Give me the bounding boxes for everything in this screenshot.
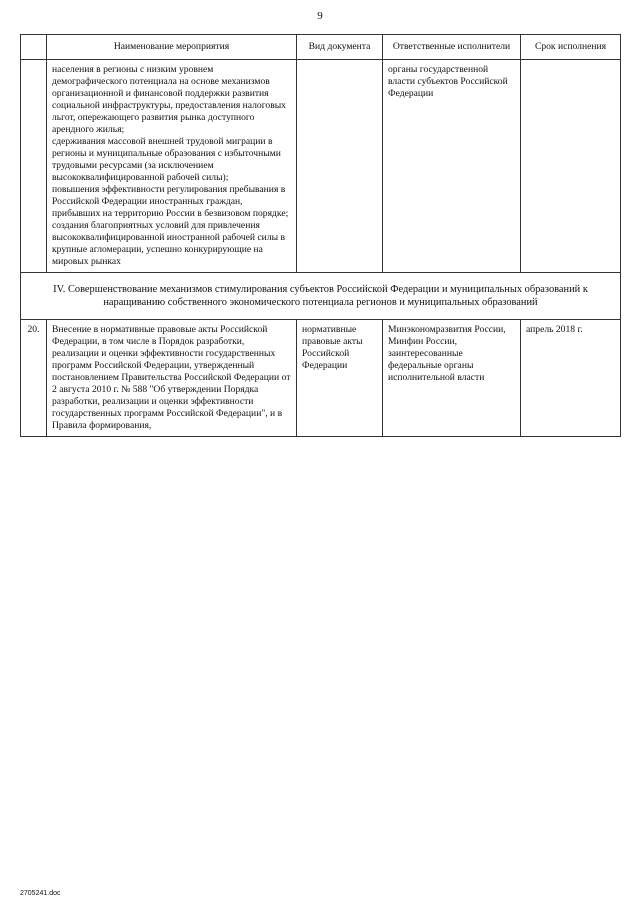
- cell-number: 20.: [21, 319, 47, 436]
- section-title: IV. Совершенствование механизмов стимулирования субъектов Российской Федерации и муниципальных образований к наращиванию собственного экономического потенциала регионов и муниципальных образований: [21, 272, 621, 319]
- cell-responsible: органы государственной власти субъектов Российской Федерации: [383, 59, 521, 272]
- table-row: [21, 319, 621, 436]
- header-name: Наименование мероприятия: [47, 35, 297, 60]
- table-row-continuation: [21, 59, 621, 272]
- file-stamp: 2705241.doc: [20, 890, 61, 897]
- header-number: [21, 35, 47, 60]
- cell-type: нормативные правовые акты Российской Федерации: [297, 319, 383, 436]
- cell-term: апрель 2018 г.: [521, 319, 621, 436]
- cell-type: [297, 59, 383, 272]
- cell-responsible: Минэкономразвития России, Минфин России, заинтересованные федеральные органы исполнительной власти: [383, 319, 521, 436]
- table-header-row: [21, 35, 621, 60]
- header-type: Вид документа: [297, 35, 383, 60]
- header-responsible: Ответственные исполнители: [383, 35, 521, 60]
- cell-term: [521, 59, 621, 272]
- section-heading-row: [21, 272, 621, 319]
- cell-name: Внесение в нормативные правовые акты Российской Федерации, в том числе в Порядок разработки, реализации и оценки эффективности государственных программ Российской Федерации, утвержденный постановлением Правительства Российской Федерации от 2 августа 2010 г. № 588 "Об утверждении Порядка разработки, реализации и оценки эффективности государственных программ Российской Федерации", и в Правила формирования,: [47, 319, 297, 436]
- header-term: Срок исполнения: [521, 35, 621, 60]
- cell-number: [21, 59, 47, 272]
- page-number: 9: [317, 10, 323, 22]
- measures-table: [20, 34, 621, 437]
- cell-name: населения в регионы с низким уровнем демографического потенциала на основе механизмов организационной и финансовой поддержки развития социальной инфраструктуры, предоставления налоговых льгот, опережающего развития рынка доступного арендного жилья; сдерживания массовой внешней трудовой миграции в регионы и муниципальные образования с избыточными трудовыми ресурсами (за исключением высококвалифицированной рабочей силы); повышения эффективности регулирования пребывания в Российской Федерации иностранных граждан, прибывших на территорию России в безвизовом порядке; создания благоприятных условий для привлечения высококвалифицированной иностранной рабочей силы в крупные агломерации, успешно конкурирующие на мировых рынках: [47, 59, 297, 272]
